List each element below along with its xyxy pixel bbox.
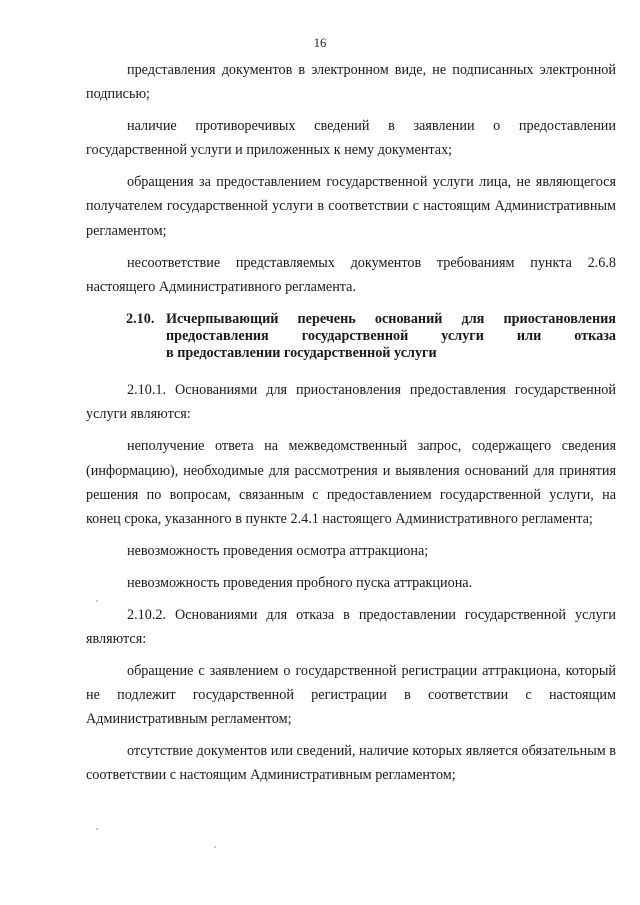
section-title	[166, 311, 616, 362]
paragraph: 2.10.1. Основаниями для приостановления предоставления государственной услуги являются:	[86, 382, 616, 423]
paragraph: обращение с заявлением о государственной регистрации аттракциона, который не подлежит государственной регистрации в соответствии с настоящим Административным регламентом;	[86, 662, 616, 728]
paragraph: отсутствие документов или сведений, наличие которых является обязательным в соответствии с настоящим Административным регламентом;	[86, 743, 616, 784]
paragraph: невозможность проведения пробного пуска аттракциона.	[127, 574, 473, 591]
page-number: 16	[313, 36, 327, 50]
paragraph: невозможность проведения осмотра аттракциона;	[127, 542, 429, 559]
paragraph: представления документов в электронном виде, не подписанных электронной подписью;	[86, 62, 616, 103]
paragraph: 2.10.2. Основаниями для отказа в предоставлении государственной услуги являются:	[86, 606, 616, 647]
paragraph: обращения за предоставлением государственной услуги лица, не являющегося получателем государственной услуги в соответствии с настоящим Административным регламентом;	[86, 174, 616, 239]
paragraph: наличие противоречивых сведений в заявлении о предоставлении государственной услуги и приложенных к нему документах;	[86, 118, 616, 159]
scan-speck	[96, 828, 98, 830]
document-body	[86, 58, 616, 795]
paragraph: несоответствие представляемых документов требованиям пункта 2.6.8 настоящего Административного регламента.	[86, 254, 616, 295]
section-heading	[86, 311, 616, 362]
scan-speck	[214, 846, 216, 848]
scan-speck	[96, 600, 98, 602]
section-number: 2.10.	[126, 311, 155, 328]
section-title-line: в предоставлении государственной услуги	[166, 345, 437, 362]
paragraph: неполучение ответа на межведомственный запрос, содержащего сведения (информацию), необходимые для рассмотрения и выявления оснований для принятия решения по вопросам, связанным с предоставлением государственной услуги, на конец срока, указанного в пункте 2.4.1 настоящего Административного регламента;	[86, 438, 616, 528]
section-title-line: предоставления государственной услуги или отказа	[166, 328, 616, 345]
section-title-line: Исчерпывающий перечень оснований для приостановления	[166, 311, 616, 328]
